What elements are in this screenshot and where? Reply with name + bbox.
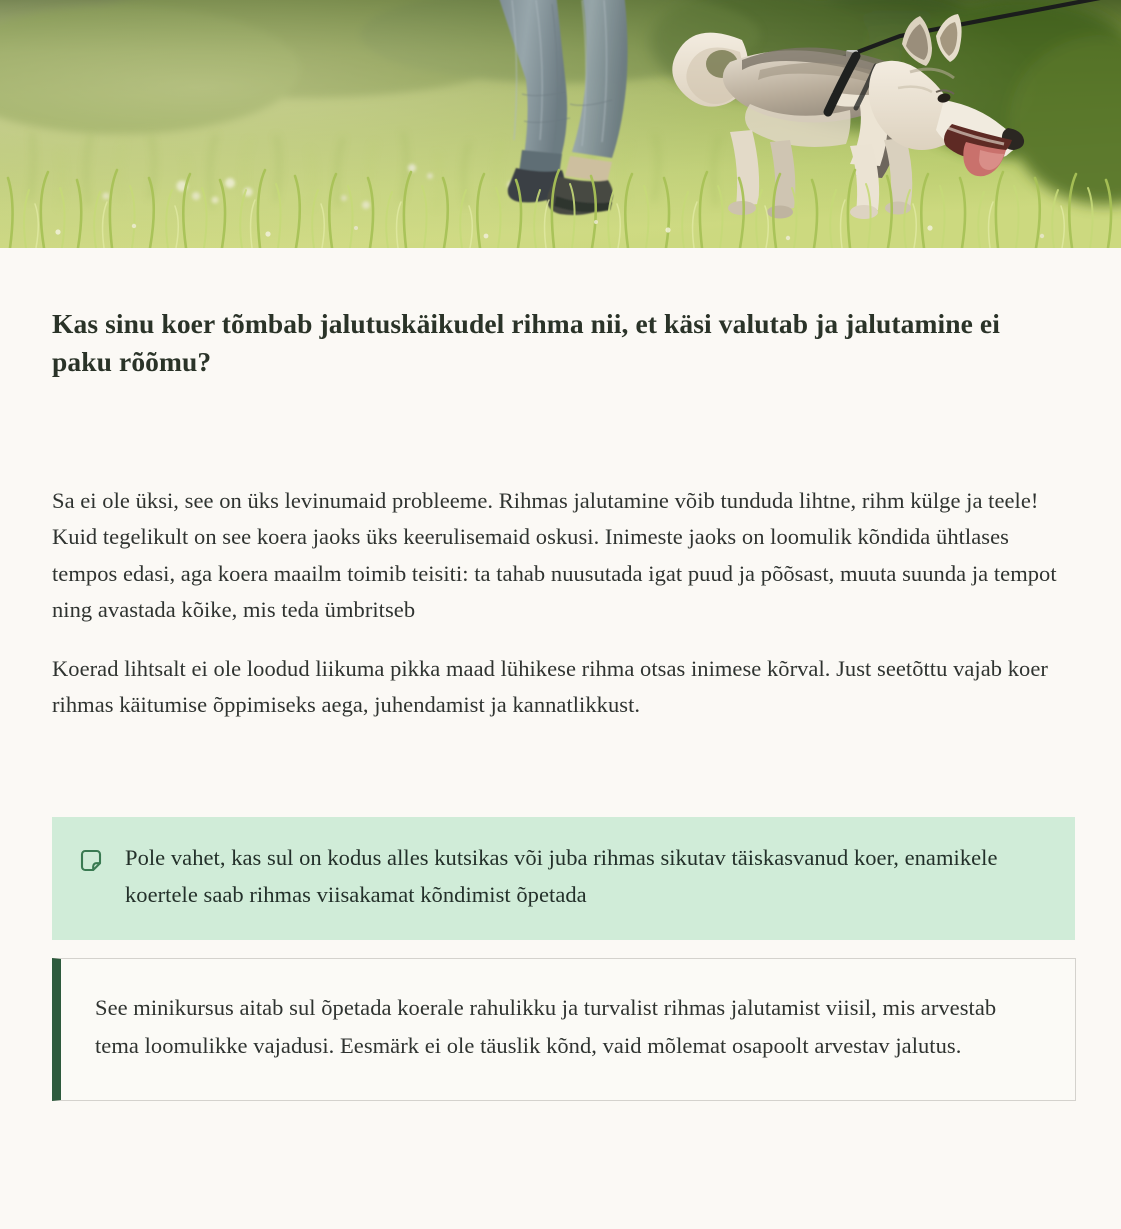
hero-image [0, 0, 1121, 248]
course-note-box [52, 958, 1076, 1101]
course-note-text: See minikursus aitab sul õpetada koerale rahulikku ja turvalist rihmas jalutamist viisil, mis arvestab tema loomulikke vajadusi. Eesmärk ei ole täuslik kõnd, vaid mõlemat osapoolt arvestav jalutus. [95, 995, 997, 1059]
intro-paragraph: Sa ei ole üksi, see on üks levinumaid probleeme. Rihmas jalutamine võib tunduda lihtne, rihm külge ja teele! Kuid tegelikult on see koera jaoks üks keerulisemaid oskusi. Inimeste jaoks on loomulik kõndida ühtlases tempos edasi, aga koera maailm toimib teisiti: ta tahab nuusutada igat puud ja põõsast, muuta suunda ja tempot ning avastada kõike, mis teda ümbritseb [52, 487, 1057, 623]
hero-illustration [0, 0, 1121, 248]
highlight-callout [52, 817, 1075, 941]
note-icon [78, 848, 104, 874]
secondary-paragraph: Koerad lihtsalt ei ole loodud liikuma pikka maad lühikese rihma otsas inimese kõrval. Just seetõttu vajab koer rihmas käitumise õppimiseks aega, juhendamist ja kannatlikkust. [52, 655, 1048, 718]
article-content [0, 248, 1121, 1101]
callout-text: Pole vahet, kas sul on kodus alles kutsikas või juba rihmas sikutav täiskasvanud koer, enamikele koertele saab rihmas viisakamat kõndimist õpetada [125, 844, 998, 908]
page-title: Kas sinu koer tõmbab jalutuskäikudel rihma nii, et käsi valutab ja jalutamine ei paku rõõmu? [52, 308, 1000, 377]
